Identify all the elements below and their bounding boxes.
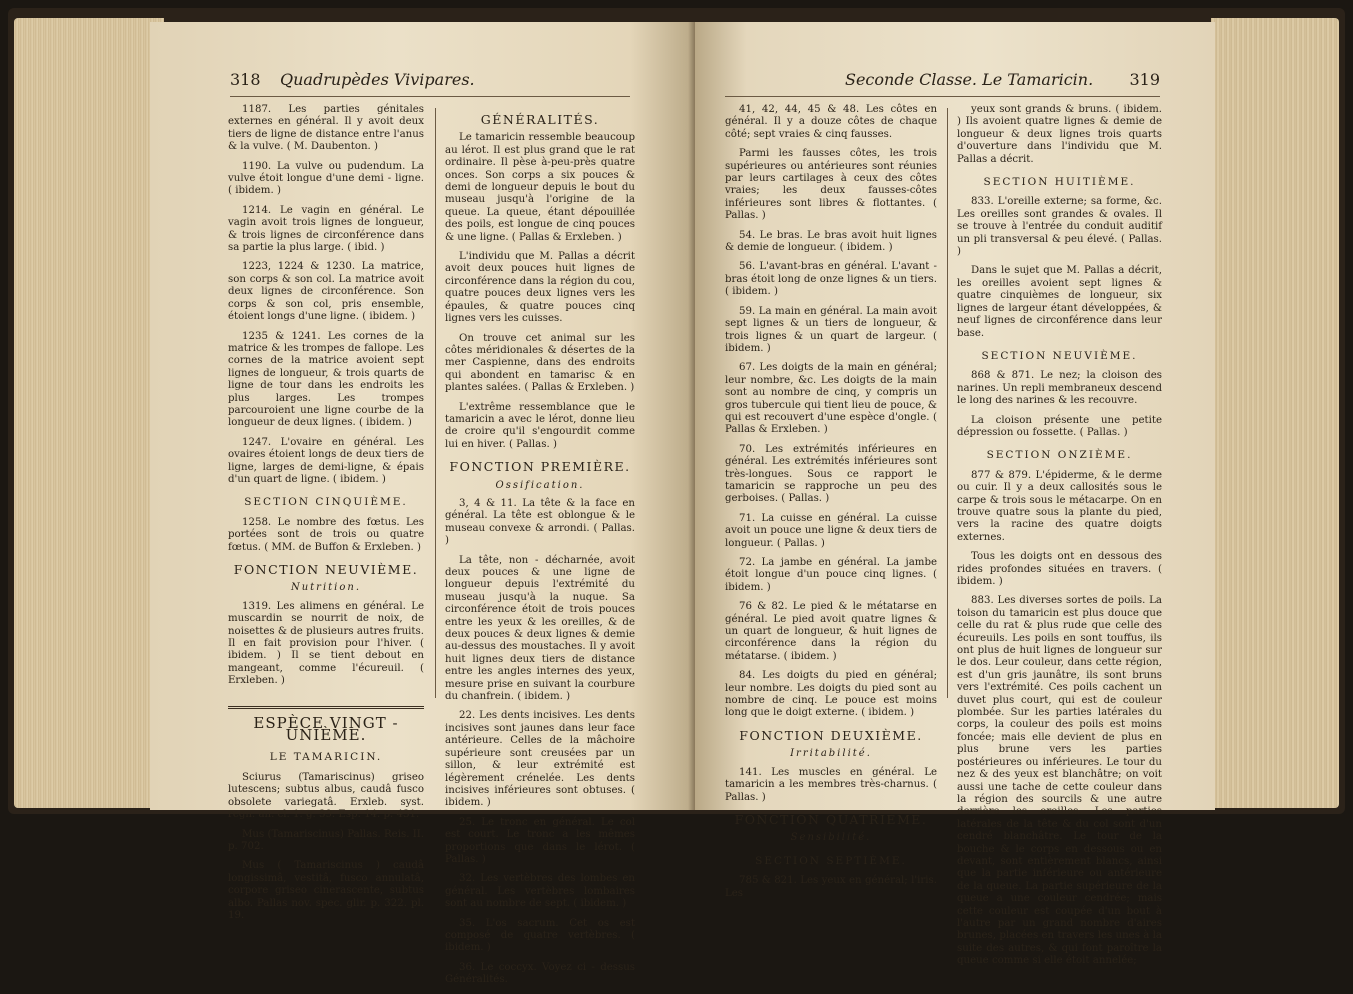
paragraph: Parmi les fausses côtes, les trois supérieures ou antérieures sont réunies par leurs cartilages à ceux des côtes vraies; les deux fausses-côtes inférieures sont libres & flottantes. ( Pallas. )	[725, 148, 937, 222]
paragraph: 56. L'avant-bras en général. L'avant - bras étoit long de onze lignes & un tiers. ( ibidem. )	[725, 261, 937, 298]
subheading: Nutrition.	[290, 582, 362, 594]
paragraph: 868 & 871. Le nez; la cloison des narines. Un repli membraneux descend le long des narines & les recouvre.	[957, 370, 1162, 407]
paragraph: 141. Les muscles en général. Le tamaricin a les membres très-charnus. ( Pallas. )	[725, 766, 937, 803]
right-page-column-2	[957, 104, 1162, 975]
paragraph: 54. Le bras. Le bras avoit huit lignes & demie de longueur. ( ibidem. )	[725, 229, 937, 254]
paragraph: Le tamaricin ressemble beaucoup au lérot. Il est plus grand que le rat ordinaire. Il pèse à-peu-près quatre onces. Son corps a six pouces & demi de longueur depuis le bout du museau jusqu'à l'origine de la queue. La queue, étant dépouillée des poils, est longue de cinq pouces & une ligne. ( Pallas & Erxleben. )	[445, 132, 635, 243]
subheading: Irritabilité.	[790, 748, 872, 760]
section-heading: SECTION NEUVIÈME.	[981, 349, 1138, 362]
paragraph: 833. L'oreille externe; sa forme, &c. Les oreilles sont grandes & ovales. Il se trouve à l'entrée du conduit auditif un pli transversal & peu élevé. ( Pallas. )	[957, 196, 1162, 258]
section-heading: SECTION ONZIÈME.	[986, 449, 1133, 462]
paragraph: 59. La main en général. La main avoit sept lignes & un tiers de longueur, & trois lignes & un quart de largeur. ( ibidem. )	[725, 305, 937, 354]
paragraph: Mus (Tamariscinus) Pallas. Reis. II. p. 702.	[228, 828, 424, 852]
right-running-head	[725, 70, 1160, 97]
right-page	[695, 22, 1215, 967]
paragraph: 70. Les extrémités inférieures en général. Les extrémités inférieures sont très-longues. Sous ce rapport le tamaricin se rapproche un peu des gerboises. ( Pallas. )	[725, 443, 937, 505]
left-page-column-1	[228, 104, 424, 929]
paragraph: Dans le sujet que M. Pallas a décrit, les oreilles avoient sept lignes & quatre cinquièmes de longueur, six lignes de largeur étant développées, & neuf lignes de circonférence dans leur base.	[957, 265, 1162, 339]
paragraph: L'individu que M. Pallas a décrit avoit deux pouces huit lignes de circonférence dans la région du cou, quatre pouces deux lignes vers les épaules, & quatre pouces cinq lignes vers les cuisses.	[445, 251, 635, 325]
paragraph: Tous les doigts ont en dessous des rides profondes situées en travers. ( ibidem. )	[957, 551, 1162, 587]
paragraph: 84. Les doigts du pied en général; leur nombre. Les doigts du pied sont au nombre de cinq. Le pouce est moins long que le doigt externe. ( ibidem. )	[725, 670, 937, 719]
paragraph: Mus ( Tamariscinus ) caudâ longissimâ, vestitâ, fusco annulatâ, corpore griseo cinerascente, subtus albo. Pallas nov. spec. glir. p. 322. pl. 19.	[228, 860, 424, 921]
paragraph: yeux sont grands & bruns. ( ibidem. ) Ils avoient quatre lignes & demie de longueur & deux lignes trois quarts d'ouverture dans l'individu que M. Pallas a décrit.	[957, 104, 1162, 165]
paragraph: 1223, 1224 & 1230. La matrice, son corps & son col. La matrice avoit deux lignes de circonférence. Son corps & son col, pris ensemble, étoient longs d'une ligne. ( ibidem. )	[228, 261, 424, 323]
paragraph: 72. La jambe en général. La jambe étoit longue d'un pouce cinq lignes. ( ibidem. )	[725, 557, 937, 593]
left-page	[150, 22, 695, 986]
paragraph: La cloison présente une petite dépression ou fossette. ( Pallas. )	[957, 414, 1162, 438]
right-page-column-1	[725, 104, 937, 907]
section-heading: LE TAMARICIN.	[269, 751, 383, 764]
paragraph: 1235 & 1241. Les cornes de la matrice & les trompes de fallope. Les cornes de la matrice avoient sept lignes de longueur, & trois quarts de ligne de tour dans les endroits les plus larges. Les trompes parcouroient une ligne courbe de la longueur de deux lignes. ( ibidem. )	[228, 330, 424, 429]
function-heading: FONCTION PREMIÈRE.	[449, 459, 631, 475]
paragraph: 22. Les dents incisives. Les dents incisives sont jaunes dans leur face antérieure. Celles de la mâchoire supérieure sont creusées par un sillon, & leur extrémité est légèrement crénelée. Les dents incisives inférieures sont obtuses. ( ibidem. )	[445, 710, 635, 809]
section-heading: SECTION SEPTIÈME.	[755, 854, 907, 867]
function-heading: FONCTION QUATRIÈME.	[734, 811, 928, 827]
paragraph: 67. Les doigts de la main en général; leur nombre, &c. Les doigts de la main sont au nombre de cinq, y compris un gros tubercule qui tient lieu de pouce, & qui est recouvert d'une espèce d'ongle. ( Pallas & Erxleben. )	[725, 362, 937, 436]
left-page-edges	[14, 18, 164, 808]
paragraph: 1258. Le nombre des fœtus. Les portées sont de trois ou quatre fœtus. ( MM. de Buffon & Erxleben. )	[228, 516, 424, 553]
paragraph: 1247. L'ovaire en général. Les ovaires étoient longs de deux tiers de ligne, larges de demi-ligne, & épais d'un quart de ligne. ( ibidem. )	[228, 436, 424, 485]
paragraph: La tête, non - décharnée, avoit deux pouces & une ligne de longueur depuis l'extrémité du museau jusqu'à la nuque. Sa circonférence étoit de trois pouces entre les yeux & les oreilles, & de deux pouces & deux lignes & demie au-dessus des moustaches. Il y avoit huit lignes deux tiers de distance entre les angles internes des yeux, mesure prise en suivant la courbure du chanfrein. ( ibidem. )	[445, 554, 635, 703]
paragraph: 883. Les diverses sortes de poils. La toison du tamaricin est plus douce que celle du rat & plus rude que celle des écureuils. Les poils en sont touffus, ils ont plus de huit lignes de longueur sur le dos. Leur couleur, dans cette région, est d'un gris jaunâtre, ils sont bruns vers l'extrémité. Ces poils cachent un duvet plus court, qui est de couleur plombée. Sur les parties latérales du corps, la couleur des poils est moins foncée; mais elle devient de plus en plus brune vers les parties postérieures ou inférieures. Le tour du nez & des yeux est blanchâtre; on voit aussi une tache de cette couleur dans la région des sourcils & une autre derrière les oreilles. Les parties latérales de la tête & du col sont d'un cendré blanchâtre. Le tour de la bouche & le corps en dessous ou en devant, sont entièrement blancs, ainsi que la partie inférieure ou antérieure de la queue. La partie supérieure de la queue a une couleur cendrée; mais cette couleur est coupée d'un bout à l'autre par un grand nombre d'aires brunes, placées en travers les unes à la suite des autres, & qui font paroître la queue comme si elle étoit annelée;	[957, 595, 1162, 967]
paragraph: 36. Le coccyx. Voyez ci - dessus Généralités.	[445, 961, 635, 986]
left-page-column-2	[445, 104, 635, 994]
column-divider	[435, 108, 436, 698]
left-page-number: 318	[230, 70, 261, 89]
paragraph: 877 & 879. L'épiderme, & le derme ou cuir. Il y a deux callosités sous le carpe & trois sous le métacarpe. On en trouve quatre sous la plante du pied, vers la racine des quatre doigts externes.	[957, 469, 1162, 543]
subheading: Ossification.	[495, 479, 585, 491]
paragraph: 3, 4 & 11. La tête & la face en général. La tête est oblongue & le museau convexe & arrondi. ( Pallas. )	[445, 497, 635, 547]
paragraph: On trouve cet animal sur les côtes méridionales & désertes de la mer Caspienne, dans des endroits qui abondent en tamarisc & en plantes salées. ( Pallas & Erxleben. )	[445, 332, 635, 394]
paragraph: 32. Les vertèbres des lombes en général. Les vertèbres lombaires sont au nombre de sept. ( ibidem. )	[445, 873, 635, 910]
paragraph: 35. L'os sacrum. Cet os est composé de quatre vertèbres. ( ibidem. )	[445, 917, 635, 954]
species-heading: ESPÈCE VINGT - UNIÈME.	[228, 706, 424, 742]
section-heading: SECTION HUITIÈME.	[983, 176, 1136, 189]
paragraph: 41, 42, 44, 45 & 48. Les côtes en général. Il y a douze côtes de chaque côté; sept vraies & cinq fausses.	[725, 104, 937, 140]
function-heading: FONCTION NEUVIÈME.	[233, 562, 419, 577]
left-running-head	[230, 70, 630, 97]
paragraph: 785 & 821. Les yeux en général; l'iris. Les	[725, 875, 937, 899]
function-heading: FONCTION DEUXIÈME.	[739, 727, 923, 743]
paragraph: 1319. Les alimens en général. Le muscardin se nourrit de noix, de noisettes & de plusieurs autres fruits. Il en fait provision pour l'hiver. ( ibidem. ) Il se tient debout en mangeant, comme l'écureuil. ( Erxleben. )	[228, 600, 424, 687]
paragraph: 76 & 82. Le pied & le métatarse en général. Le pied avoit quatre lignes & un quart de longueur, & huit lignes de circonférence dans la région du métatarse. ( ibidem. )	[725, 601, 937, 662]
paragraph: Sciurus (Tamariscinus) griseo lutescens; subtus albus, caudâ fusco obsolete variegatâ. Erxleb. syst. regn. an. cl. 1. g. 39. Esp. 14. p. 431.	[228, 771, 424, 821]
section-heading: SECTION CINQUIÈME.	[244, 496, 408, 509]
column-divider	[947, 108, 948, 698]
left-running-title: Quadrupèdes Vivipares.	[280, 70, 475, 89]
paragraph: 1214. Le vagin en général. Le vagin avoit trois lignes de longueur, & trois lignes de circonférence dans sa partie la plus large. ( ibid. )	[228, 204, 424, 254]
right-running-title: Seconde Classe. Le Tamaricin.	[845, 70, 1094, 89]
right-page-edges	[1211, 18, 1339, 808]
paragraph: 71. La cuisse en général. La cuisse avoit un pouce une ligne & deux tiers de longueur. ( Pallas. )	[725, 512, 937, 549]
right-page-number: 319	[1129, 70, 1160, 89]
function-heading: GÉNÉRALITÉS.	[480, 112, 600, 127]
subheading: Sensibilité.	[790, 832, 872, 844]
paragraph: 1190. La vulve ou pudendum. La vulve étoit longue d'une demi - ligne. ( ibidem. )	[228, 160, 424, 197]
paragraph: L'extrême ressemblance que le tamaricin a avec le lérot, donne lieu de croire qu'il s'engourdit comme lui en hiver. ( Pallas. )	[445, 401, 635, 450]
paragraph: 25. Le tronc en général. Le col est court. Le tronc a les mêmes proportions que dans le lérot. ( Pallas. )	[445, 816, 635, 865]
paragraph: 1187. Les parties génitales externes en général. Il y avoit deux tiers de ligne de distance entre l'anus & la vulve. ( M. Daubenton. )	[228, 104, 424, 153]
